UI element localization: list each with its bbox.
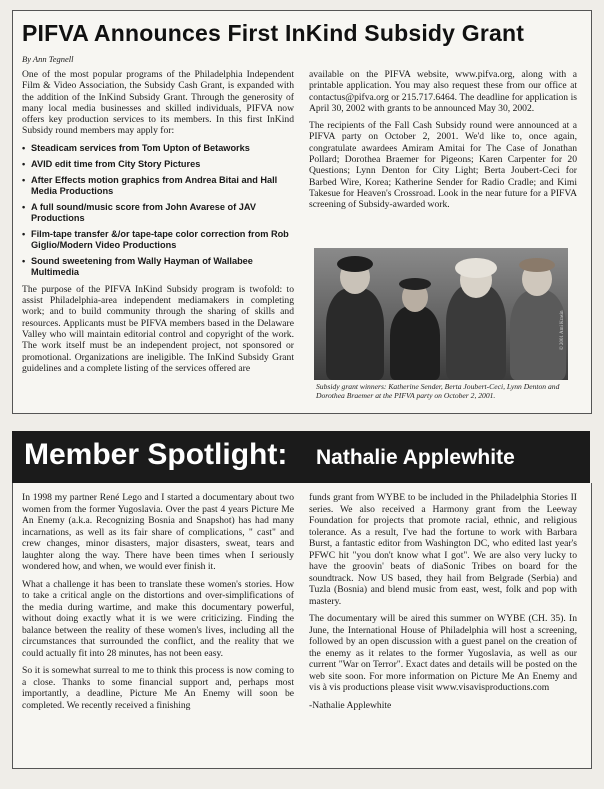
service-item: • Steadicam services from Tom Upton of Betaworks [22,143,294,154]
service-item: • AVID edit time from City Story Pictures [22,159,294,170]
spotlight-title: Member Spotlight: [24,438,288,471]
spotlight-paragraph: In 1998 my partner René Lego and I started a documentary about two women from the former Yugoslavia. Over the past 4 years Picture Me An Enemy (a.k.a. Recognizing Bosnia and Snapshot) has had many incarnations, as well as its fair share of complications, " cast" and crew changes, minor disasters, major disasters, sweat, tears and laughter along the way. There have been times when I seriously wondered how, and when, we would ever finish it. [22,492,294,572]
photo-caption: Subsidy grant winners: Katherine Sender, Berta Joubert-Ceci, Lynn Denton and Dorothea Braemer at the PIFVA party on October 2, 2001. [316,382,560,401]
services-list [22,143,294,278]
photo-credit: © 2001 Ami Krasin [560,310,565,350]
spotlight-paragraph: The documentary will be aired this summer on WYBE (CH. 35). In June, the International House of Philadelphia will host a screening, followed by an open discussion with a guest panel on the creation of the enemy as it relates to the former Yugoslavia, as well as our current "War on Terror". Exact dates and details will be posted on the web site soon. For more information on Picture Me An Enemy and vis à vis productions please visit www.visavisproductions.com [309,613,577,693]
article-availability: available on the PIFVA website, www.pifva.org, along with a printable application. You may also request these from our office at contactus@pifva.org or 215.717.6464. The deadline for application is April 30, 2002 with grants to be announced May 30, 2002. [309,69,577,114]
spotlight-member-name: Nathalie Applewhite [316,446,515,469]
article-intro: One of the most popular programs of the Philadelphia Independent Film & Video Association, the Subsidy Cash Grant, is expanded with the addition of the InKind Subsidy Grant. Through the generosity of many local media businesses and skilled individuals, PIFVA now offers key production services to its members. In this first InKind Subsidy round members may apply for: [22,69,294,137]
spotlight-paragraph: funds grant from WYBE to be included in the Philadelphia Stories II series. We also received a Harmony grant from the Leeway Foundation for projects that promote racial, ethnic, and religious tolerance. As a result, I've had the fortune to work with Barbara Burst, a fantastic editor from Washington DC, who edited last year's PFWC hit "you don't know what I got". We are also very lucky to have the groovin' beats of diaSonic Tribes on board for the soundtrack. Now US based, they hail from Belgrade (Serbia) and Tuzla (Bosnia) and blend music from east, west, folk and pop with mastery. [309,492,577,607]
service-item: • Film-tape transfer &/or tape-tape color correction from Rob Giglio/Modern Video Productions [22,229,294,251]
article-column-left [22,69,294,380]
spotlight-column-left [22,492,294,717]
article-purpose: The purpose of the PIFVA InKind Subsidy program is twofold: to assist Philadelphia-area independent mediamakers in completing work; and to build community through the sharing of skills and resources. Applicants must be PIFVA members based in the Delaware Valley who will maintain editorial control and copyright of the work. The work itself must be an independent project, not sponsored or promotional. Organizations are ineligible. The InKind Subsidy Grant guidelines and a complete listing of the services offered are [22,283,294,374]
service-item: • A full sound/music score from John Avarese of JAV Productions [22,202,294,224]
article-byline: By Ann Tegnell [22,54,74,64]
spotlight-paragraph: What a challenge it has been to translate these women's stories. How to take a critical angle on the distortions and over-simplifications of the media during wartime, and make this documentary powerful, without doing exactly what it is we were criticizing. Finding the balance between the reality of these women's lives, including all the circumstances that surrounded the conflict, and the reality that we could actually fit into 28 minutes, has not been easy. [22,578,294,659]
spotlight-paragraph: So it is somewhat surreal to me to think this process is now coming to a close. Thanks to some financial support and, perhaps most importantly, a deadline, Picture Me An Enemy will soon be completed. We recently received a finishing [22,665,294,711]
service-item: • After Effects motion graphics from Andrea Bitai and Hall Media Productions [22,175,294,197]
article-column-right [309,69,577,217]
winners-photo [314,248,568,380]
article-headline: PIFVA Announces First InKind Subsidy Grant [22,20,525,46]
spotlight-signature: -Nathalie Applewhite [309,699,392,711]
article-recipients: The recipients of the Fall Cash Subsidy round were announced at a PIFVA party on October 2, 2001. We'd like to, once again, congratulate awardees Amiram Amitai for The Case of Jonathan Pollard; Dorothea Braemer for Pigeons; Karen Carpenter for 20 Questions; Lynn Denton for City Light; Berta Joubert-Ceci for Barbed Wire, Korea; Katherine Sender for Radio Cradle; and Kimi Takesue for Heaven's Crossroad. Look in the near future for a PIFVA screening of Subsidy-awarded work. [309,120,577,211]
service-item: • Sound sweetening from Wally Hayman of Wallabee Multimedia [22,256,294,278]
spotlight-column-right [309,492,577,717]
